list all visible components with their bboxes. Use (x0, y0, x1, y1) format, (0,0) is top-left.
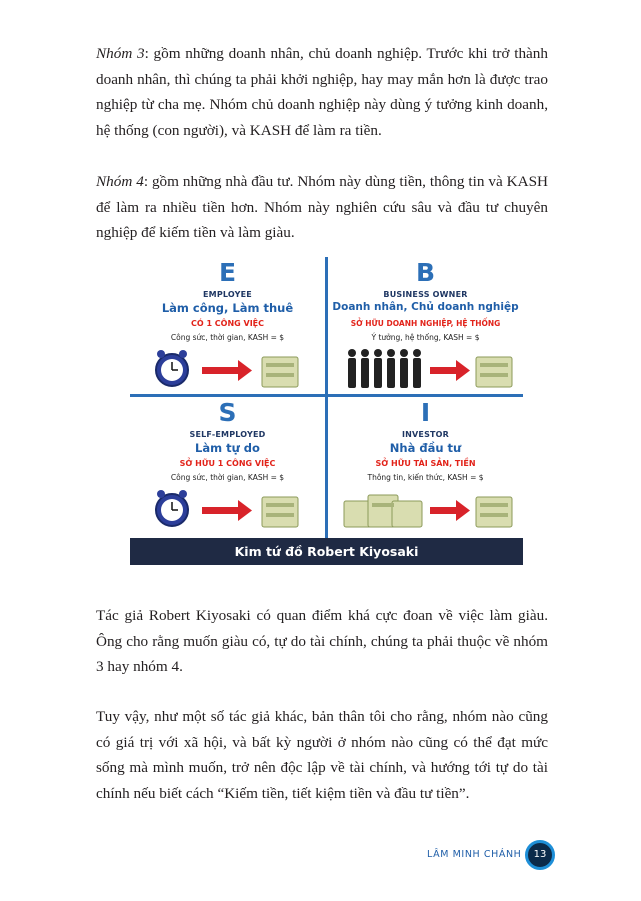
cashflow-quadrant-figure (130, 257, 523, 565)
group-4-label: Nhóm 4 (96, 173, 144, 190)
quadrant-vietnamese-title: Làm công, Làm thuê (161, 301, 294, 315)
quadrant-self-employed (130, 397, 325, 534)
money-stack-icon (476, 497, 512, 527)
red-arrow-icon (202, 360, 252, 381)
quadrant-letter: E (218, 258, 237, 287)
business-team-icon (348, 349, 421, 388)
quadrant-employee (130, 257, 325, 394)
quadrant-letter: B (415, 258, 436, 287)
figure-caption: Kim tứ đồ Robert Kiyosaki (130, 538, 523, 565)
red-arrow-icon (430, 500, 470, 521)
red-arrow-icon (202, 500, 252, 521)
alarm-clock-icon (156, 350, 188, 386)
paragraph-kiyosaki-view: Tác giả Robert Kiyosaki có quan điểm khá cực đoan về việc làm giàu. Ông cho rằng muốn giàu có, tự do tài chính, chúng ta phải thuộc về nhóm 3 hay nhóm 4. (96, 607, 548, 675)
paragraph-group-3 (96, 41, 548, 143)
paragraph-group-4 (96, 169, 548, 246)
quadrant-vietnamese-title: Doanh nhân, Chủ doanh nghiệp (332, 301, 519, 313)
red-arrow-icon (430, 360, 470, 381)
quadrant-formula: Công sức, thời gian, KASH = $ (170, 333, 285, 342)
clock-to-money-illustration (152, 347, 312, 392)
quadrant-english-title: SELF-EMPLOYED (189, 430, 266, 439)
money-stack-icon (262, 357, 298, 387)
quadrant-investor (328, 397, 523, 534)
quadrant-english-title: INVESTOR (401, 430, 450, 439)
quadrant-formula: Thông tin, kiến thức, KASH = $ (367, 473, 484, 482)
paragraph-author-view: Tuy vậy, như một số tác giả khác, bản thân tôi cho rằng, nhóm nào cũng có giá trị với xã hội, và bất kỳ người ở nhóm nào cũng có thể đạt mức sống mà mình muốn, trở nên độc lập về tài chính, và hướng tới tự do tài chính nếu biết cách “Kiếm tiền, tiết kiệm tiền và đầu tư tiền”. (96, 708, 548, 802)
quadrant-formula: Công sức, thời gian, KASH = $ (170, 473, 285, 482)
quadrant-letter: I (420, 398, 431, 427)
footer-author: LÂM MINH CHÁNH (427, 849, 522, 860)
quadrant-ownership: SỞ HỮU TÀI SẢN, TIỀN (375, 459, 476, 468)
quadrant-vietnamese-title: Nhà đầu tư (389, 441, 462, 455)
alarm-clock-icon (156, 490, 188, 526)
money-stack-icon (476, 357, 512, 387)
clock-to-money-illustration (152, 487, 312, 532)
quadrant-ownership: CÓ 1 CÔNG VIỆC (190, 319, 265, 328)
page-number-badge: 13 (525, 840, 555, 870)
money-to-money-illustration (342, 487, 517, 532)
quadrant-formula: Ý tưởng, hệ thống, KASH = $ (371, 333, 480, 342)
team-to-money-illustration (342, 347, 517, 392)
money-stack-icon (262, 497, 298, 527)
group-4-text: : gồm những nhà đầu tư. Nhóm này dùng tiền, thông tin và KASH để làm ra nhiều tiền hơn. Nhóm này nghiên cứu sâu và đầu tư chuyên nghiệp để kiếm tiền và làm giàu. (96, 173, 548, 241)
quadrant-ownership: SỞ HỮU 1 CÔNG VIỆC (179, 459, 276, 468)
quadrant-business-owner (328, 257, 523, 394)
quadrant-divider-vertical (325, 257, 328, 538)
group-3-text: : gồm những doanh nhân, chủ doanh nghiệp. Trước khi trở thành doanh nhân, thì chúng ta phải khởi nghiệp, hay may mắn hơn là được trao nghiệp từ cha mẹ. Nhóm chủ doanh nghiệp này dùng ý tưởng kinh doanh, hệ thống (con người), và KASH để làm ra tiền. (96, 45, 548, 139)
group-3-label: Nhóm 3 (96, 45, 145, 62)
money-pile-icon (344, 495, 422, 527)
quadrant-english-title: EMPLOYEE (203, 290, 252, 299)
quadrant-english-title: BUSINESS OWNER (383, 290, 468, 299)
quadrant-vietnamese-title: Làm tự do (195, 441, 260, 455)
quadrant-letter: S (218, 398, 237, 427)
quadrant-ownership: SỞ HỮU DOANH NGHIỆP, HỆ THỐNG (350, 319, 501, 328)
